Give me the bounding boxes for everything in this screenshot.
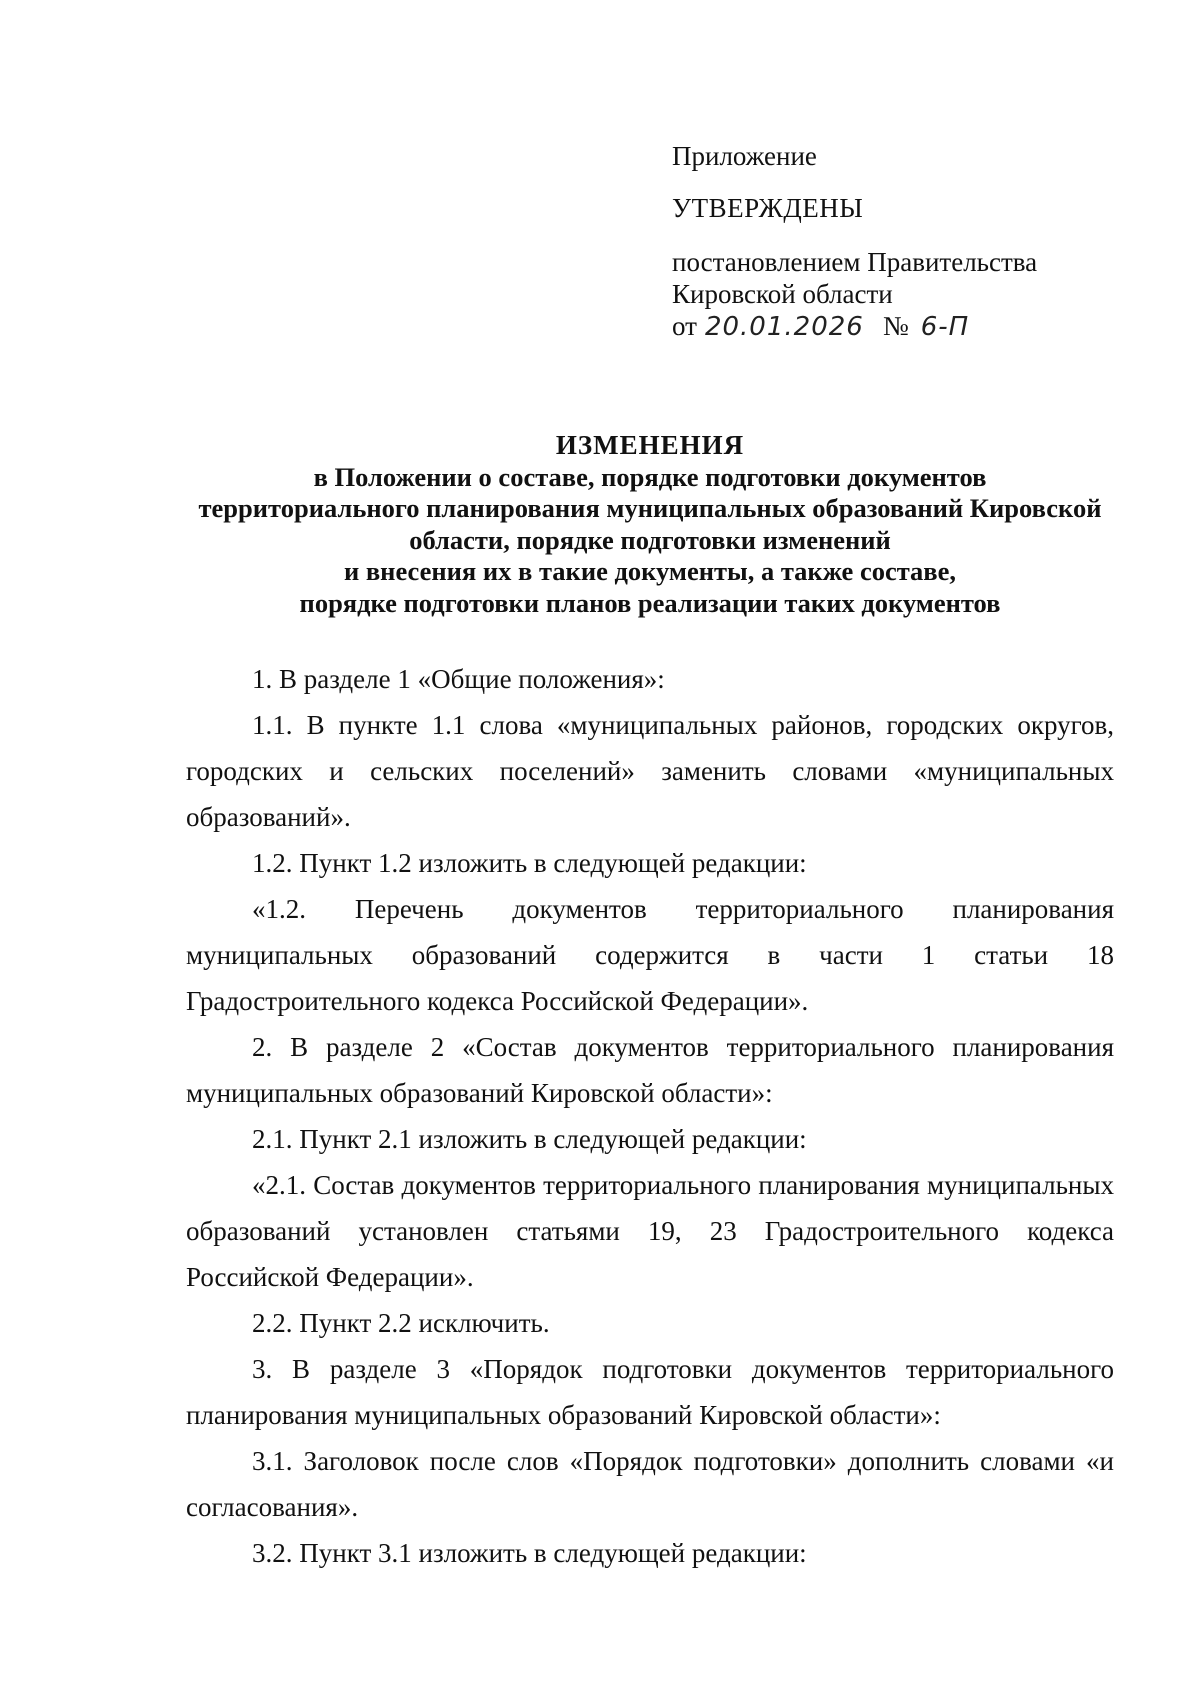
title-heading: ИЗМЕНЕНИЯ (555, 430, 745, 460)
title-line: порядке подготовки планов реализации таких документов (299, 587, 1001, 618)
appendix-label: Приложение (672, 141, 817, 171)
approval-block (672, 140, 1132, 343)
approval-issuer-line-2: Кировской области (672, 279, 893, 309)
approval-issuer-line-1: постановлением Правительства (672, 247, 1038, 277)
title-line: и внесения их в такие документы, а также составе, (343, 556, 957, 586)
paragraph-3-1: 3.1. Заголовок после слов «Порядок подготовки» дополнить словами «и согласования». (186, 1446, 1114, 1522)
paragraph-2: 2. В разделе 2 «Состав документов территориального планирования муниципальных образований Кировской области»: (186, 1032, 1114, 1108)
paragraph-3-2: 3.2. Пункт 3.1 изложить в следующей редакции: (252, 1538, 807, 1568)
paragraph-2-1: 2.1. Пункт 2.1 изложить в следующей редакции: (252, 1124, 807, 1154)
handwritten-date: 20.01.2026 (704, 312, 864, 342)
title-line: в Положении о составе, порядке подготовки документов (313, 461, 987, 492)
handwritten-number: 6-П (920, 312, 970, 342)
date-prefix: от (672, 311, 697, 341)
document-title (150, 430, 1150, 619)
paragraph-1-1: 1.1. В пункте 1.1 слова «муниципальных районов, городских округов, городских и сельских поселений» заменить словами «муниципальных образований». (186, 710, 1114, 832)
approval-date-row (672, 310, 1132, 343)
paragraph-1-2: 1.2. Пункт 1.2 изложить в следующей редакции: (252, 848, 807, 878)
paragraph-3: 3. В разделе 3 «Порядок подготовки документов территориального планирования муниципальных образований Кировской области»: (186, 1354, 1114, 1430)
number-label: № (882, 311, 909, 341)
title-line: области, порядке подготовки изменений (409, 524, 891, 555)
paragraph-quote-1-2: «1.2. Перечень документов территориального планирования муниципальных образований содержится в части 1 статьи 18 Градостроительного кодекса Российской Федерации». (186, 894, 1114, 1016)
document-body (186, 656, 1114, 1576)
paragraph-1: 1. В разделе 1 «Общие положения»: (252, 664, 665, 694)
paragraph-2-2: 2.2. Пункт 2.2 исключить. (252, 1308, 550, 1338)
approved-label: УТВЕРЖДЕНЫ (672, 193, 864, 223)
title-line: территориального планирования муниципальных образований Кировской (198, 493, 1102, 523)
paragraph-quote-2-1: «2.1. Состав документов территориального планирования муниципальных образований установлен статьями 19, 23 Градостроительного кодекса Российской Федерации». (186, 1170, 1114, 1292)
